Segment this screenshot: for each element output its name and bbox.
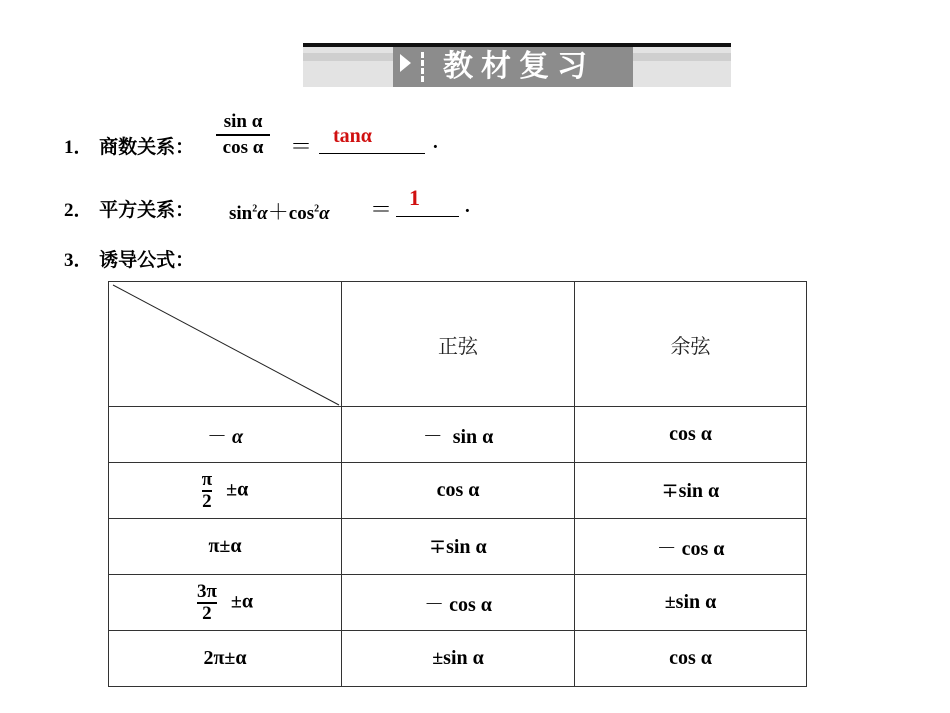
table-row — [109, 575, 807, 631]
diagonal-line — [109, 282, 341, 407]
banner-dashed-divider — [421, 52, 424, 82]
item-1-answer: tanα — [333, 125, 372, 147]
sine-cell: ∓sin α — [342, 519, 575, 575]
angle-cell: π±α — [109, 519, 342, 575]
item-2-number: 2． — [64, 200, 93, 221]
item-2-label: 平方关系： — [99, 199, 195, 221]
angle-cell: $\frac{3\pi}{2}$ ±α — [109, 575, 342, 631]
item-1-equals: ＝ — [290, 135, 313, 160]
banner-title: 教材复习 — [443, 49, 595, 84]
quotient-fraction — [216, 111, 270, 159]
fraction-denominator: cos α — [222, 137, 264, 158]
section-banner — [303, 43, 731, 87]
item-3-number: 3． — [64, 250, 93, 271]
sine-cell: cos α — [342, 463, 575, 519]
item-1-label: 商数关系： — [99, 136, 195, 158]
table-row — [109, 631, 807, 687]
cosine-cell: ±sin α — [575, 575, 807, 631]
item-1-number: 1． — [64, 137, 93, 158]
pythagorean-expression: $\sin^2\alpha+\cos^2\alpha$ — [229, 200, 330, 224]
cosine-cell: cos α — [575, 631, 807, 687]
item-1-period: . — [433, 132, 438, 153]
angle-fraction: $\frac{\pi}{2}$ — [201, 468, 213, 512]
table-row — [109, 463, 807, 519]
cosine-cell: ∓sin α — [575, 463, 807, 519]
item-2-equals: ＝ — [370, 198, 393, 223]
induction-formula-table — [108, 281, 807, 687]
fraction-numerator: sin α — [223, 111, 263, 132]
item-1 — [64, 132, 194, 159]
item-2-answer: 1 — [409, 185, 420, 210]
table-header-row — [109, 282, 807, 407]
item-3 — [64, 245, 194, 272]
angle-cell: － α — [109, 407, 342, 463]
header-cosine: 余弦 — [575, 282, 807, 407]
table-row — [109, 519, 807, 575]
angle-cell: $\frac{\pi}{2}$ ±α — [109, 463, 342, 519]
play-triangle-icon — [400, 54, 411, 72]
item-2 — [64, 195, 194, 222]
angle-fraction: $\frac{3\pi}{2}$ — [196, 580, 217, 624]
table-row — [109, 407, 807, 463]
angle-cell: 2π±α — [109, 631, 342, 687]
cosine-cell: cos α — [575, 407, 807, 463]
item-2-period: . — [465, 196, 470, 217]
cosine-cell: － cos α — [575, 519, 807, 575]
header-sine: 正弦 — [342, 282, 575, 407]
sine-cell: － cos α — [342, 575, 575, 631]
item-3-label: 诱导公式： — [99, 249, 195, 271]
item-1-blank — [319, 133, 425, 154]
diagonal-header-cell — [109, 282, 342, 407]
sine-cell: － sin α — [342, 407, 575, 463]
item-2-blank — [396, 196, 459, 217]
sine-cell: ±sin α — [342, 631, 575, 687]
